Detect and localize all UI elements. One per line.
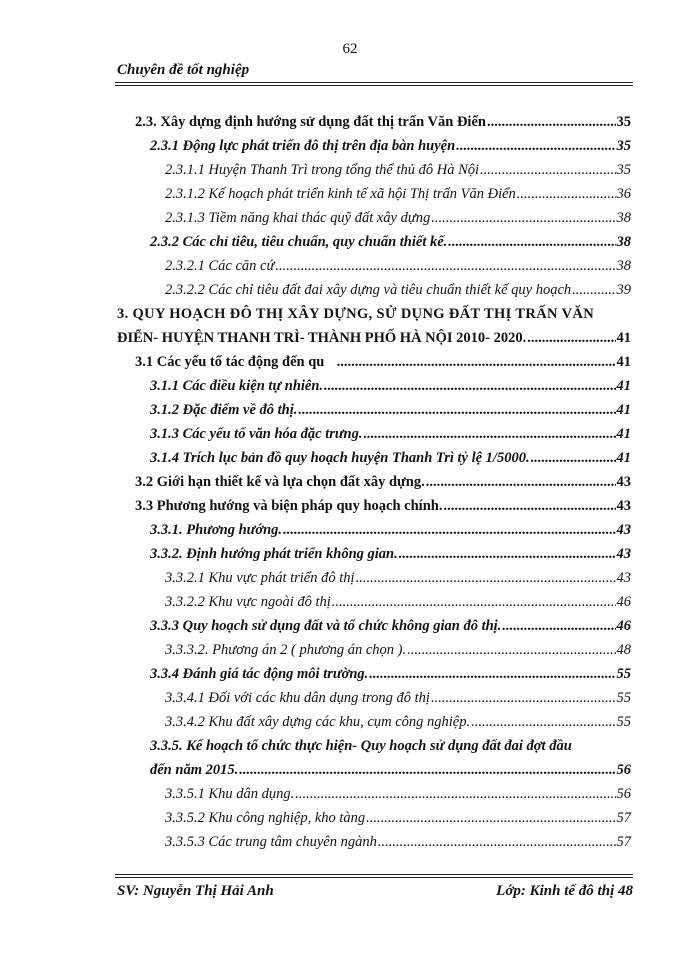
toc-entry-title: 3.3.2. Định hướng phát triển không gian. xyxy=(150,546,398,562)
toc-entry-page: 38 xyxy=(616,210,631,226)
footer-student-name: SV: Nguyễn Thị Hải Anh xyxy=(117,883,274,899)
toc-entry-title-line1[interactable]: 3.3.5. Kế hoạch tổ chức thực hiện- Quy hoạch sử dụng đất đai đợt đầu xyxy=(150,738,572,754)
toc-entry-page: 41 xyxy=(616,450,631,466)
toc-entry-page: 38 xyxy=(616,234,631,250)
toc-entry[interactable] xyxy=(135,474,631,491)
toc-entry-title: 3.2 Giới hạn thiết kế và lựa chọn đất xây dựng. xyxy=(135,474,425,490)
toc-entry-title: 3.3 Phương hướng và biện pháp quy hoạch chính. xyxy=(135,498,443,514)
toc-entry[interactable] xyxy=(165,690,631,707)
toc-entry[interactable] xyxy=(165,786,631,803)
toc-entry-title: 3.3.4 Đánh giá tác động môi trường. xyxy=(150,666,369,682)
toc-entry-title: 3.3.3 Quy hoạch sử dụng đất và tổ chức không gian đô thị. xyxy=(150,618,502,634)
toc-entry-title: 3.1.3 Các yếu tố văn hóa đặc trưng. xyxy=(150,426,363,442)
toc-entry[interactable] xyxy=(150,402,631,419)
toc-entry[interactable] xyxy=(117,330,631,347)
header-title: Chuyên đề tốt nghiệp xyxy=(117,62,250,78)
toc-entry-title: 3.3.4.1 Đối với các khu dân dụng trong đô thị xyxy=(165,690,430,706)
toc-entry-title: 3.3.5.1 Khu dân dụng. xyxy=(165,786,295,802)
toc-entry-page: 43 xyxy=(616,474,631,490)
footer-rule xyxy=(115,874,633,875)
toc-entry-title: 3.3.5.2 Khu công nghiệp, kho tàng xyxy=(165,810,366,826)
toc-entry-page: 38 xyxy=(616,258,631,274)
toc-entry[interactable] xyxy=(150,426,631,443)
toc-entry-page: 46 xyxy=(616,618,631,634)
footer-class-name: Lớp: Kinh tế đô thị 48 xyxy=(496,883,633,899)
toc-entry-title: 2.3.2.1 Các căn cứ xyxy=(165,258,275,274)
toc-entry[interactable] xyxy=(165,162,631,179)
toc-entry-page: 36 xyxy=(616,186,631,202)
toc-entry-page: 55 xyxy=(616,690,631,706)
toc-entry-title: 2.3. Xây dựng định hướng sử dụng đất thị trấn Văn Điển xyxy=(135,114,486,130)
toc-entry[interactable] xyxy=(150,618,631,635)
toc-entry-title: 3.3.2.1 Khu vực phát triển đô thị xyxy=(165,570,355,586)
toc-entry[interactable] xyxy=(150,546,631,563)
toc-entry-page: 56 xyxy=(616,786,631,802)
toc-entry[interactable] xyxy=(165,282,631,299)
toc-entry-title-line2: đến năm 2015. xyxy=(150,762,239,778)
toc-entry-page: 39 xyxy=(616,282,631,298)
toc-entry-title: 3.1.2 Đặc điểm về đô thị. xyxy=(150,402,298,418)
toc-entry-title: 3.1 Các yếu tố tác động đến qu xyxy=(135,354,325,370)
toc-entry-page: 41 xyxy=(616,378,631,394)
toc-entry[interactable] xyxy=(165,258,631,275)
toc-entry-title-line2: ĐIỂN- HUYỆN THANH TRÌ- THÀNH PHỐ HÀ NỘI 2010- 2020. xyxy=(117,330,527,346)
toc-entry-title: 2.3.1.3 Tiềm năng khai thác quỹ đất xây dựng xyxy=(165,210,431,226)
toc-entry-title: 3.3.5.3 Các trung tâm chuyên ngành xyxy=(165,834,377,850)
page-number: 62 xyxy=(342,41,358,57)
toc-entry[interactable] xyxy=(165,594,631,611)
toc-entry-page: 43 xyxy=(616,546,631,562)
toc-entry-page: 35 xyxy=(616,138,631,154)
header-rule xyxy=(115,82,633,83)
toc-entry[interactable] xyxy=(150,138,631,155)
toc-entry-page: 56 xyxy=(616,762,631,778)
toc-entry-title: 2.3.1.2 Kế hoạch phát triển kinh tế xã hội Thị trấn Văn Điển xyxy=(165,186,516,202)
toc-entry[interactable] xyxy=(165,834,631,851)
toc-entry-title: 2.3.2 Các chỉ tiêu, tiêu chuẩn, quy chuẩn thiết kế. xyxy=(150,234,448,250)
toc-entry-title: 3.1.1 Các điều kiện tự nhiên. xyxy=(150,378,324,394)
toc-entry-page: 35 xyxy=(616,162,631,178)
toc-entry[interactable] xyxy=(150,666,631,683)
header-rule-thin xyxy=(115,85,633,86)
toc-entry-page: 55 xyxy=(616,714,631,730)
toc-entry[interactable] xyxy=(150,450,631,467)
toc-entry-page: 46 xyxy=(616,594,631,610)
toc-entry[interactable] xyxy=(150,522,631,539)
toc-entry-title: 2.3.1.1 Huyện Thanh Trì trong tổng thể thủ đô Hà Nội xyxy=(165,162,480,178)
toc-entry[interactable] xyxy=(165,570,631,587)
toc-entry-page: 57 xyxy=(616,834,631,850)
toc-entry[interactable] xyxy=(150,762,631,779)
toc-entry-title: 3.3.4.2 Khu đất xây dựng các khu, cụm công nghiệp. xyxy=(165,714,471,730)
toc-entry-page: 41 xyxy=(616,354,631,370)
toc-entry-title: 3.3.1. Phương hướng. xyxy=(150,522,283,538)
toc-entry[interactable] xyxy=(165,810,631,827)
toc-entry-title: 2.3.1 Động lực phát triển đô thị trên địa bàn huyện xyxy=(150,138,456,154)
toc-entry-title: 3.3.3.2. Phương án 2 ( phương án chọn ). xyxy=(165,642,407,658)
toc-entry-page: 35 xyxy=(616,114,631,130)
toc-entry-title: 3.3.2.2 Khu vực ngoài đô thị xyxy=(165,594,331,610)
toc-entry-page: 48 xyxy=(616,642,631,658)
toc-entry-page: 41 xyxy=(616,426,631,442)
toc-entry-page: 55 xyxy=(616,666,631,682)
toc-entry-page: 57 xyxy=(616,810,631,826)
toc-entry[interactable] xyxy=(165,210,631,227)
toc-entry-page: 43 xyxy=(616,570,631,586)
toc-entry[interactable] xyxy=(135,114,631,131)
toc-entry[interactable] xyxy=(165,714,631,731)
toc-entry-title: 3.1.4 Trích lục bản đồ quy hoạch huyện Thanh Trì tỷ lệ 1/5000. xyxy=(150,450,530,466)
toc-entry[interactable] xyxy=(165,186,631,203)
toc-entry[interactable] xyxy=(150,378,631,395)
toc-entry[interactable] xyxy=(165,642,631,659)
toc-entry[interactable] xyxy=(135,354,631,371)
toc-entry[interactable] xyxy=(135,498,631,515)
toc-entry-page: 41 xyxy=(616,402,631,418)
footer-rule-thin xyxy=(115,877,633,878)
toc-entry-title: 2.3.2.2 Các chỉ tiêu đất đai xây dựng và tiêu chuẩn thiết kế quy hoạch xyxy=(165,282,572,298)
toc-entry-title-line1[interactable]: 3. QUY HOẠCH ĐÔ THỊ XÂY DỰNG, SỬ DỤNG ĐẤT THỊ TRẤN VĂN xyxy=(117,306,595,322)
toc-entry-page: 43 xyxy=(616,498,631,514)
toc-entry-page: 43 xyxy=(616,522,631,538)
toc-entry-page: 41 xyxy=(616,330,631,346)
toc-entry[interactable] xyxy=(150,234,631,251)
